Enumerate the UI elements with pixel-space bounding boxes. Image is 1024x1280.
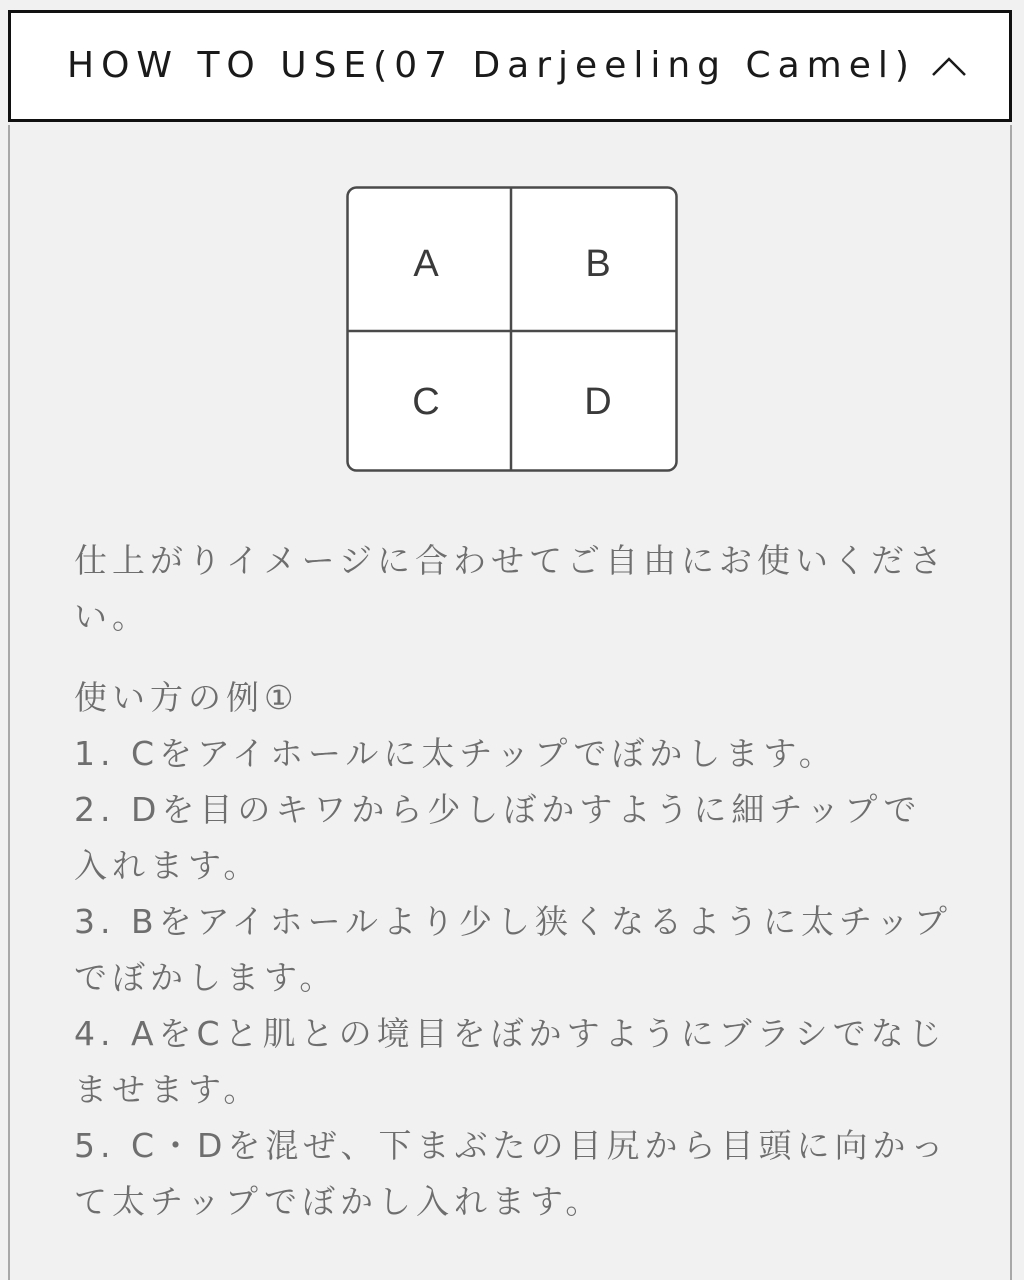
usage-example: [74, 670, 954, 1230]
cell-label-b: B: [585, 243, 611, 285]
step-1: 1. Cをアイホールに太チップでぼかします。: [74, 734, 837, 773]
accordion-title: HOW TO USE(07 Darjeeling Camel): [67, 45, 916, 86]
step-4: 4. AをCと肌との境目をぼかすようにブラシでなじませます。: [74, 1014, 947, 1109]
step-3: 3. Bをアイホールより少し狭くなるように太チップでぼかします。: [74, 902, 952, 997]
intro-text: 仕上がりイメージに合わせてご自由にお使いください。: [74, 541, 948, 636]
example-title: 使い方の例①: [74, 678, 299, 717]
accordion-header[interactable]: [8, 10, 1012, 122]
chevron-up-icon[interactable]: [929, 47, 969, 87]
cell-label-c: C: [412, 381, 440, 423]
cell-label-a: A: [413, 243, 439, 285]
step-2: 2. Dを目のキワから少しぼかすように細チップで入れます。: [74, 790, 922, 885]
step-5: 5. C・Dを混ぜ、下まぶたの目尻から目頭に向かって太チップでぼかし入れます。: [74, 1126, 949, 1221]
cell-label-d: D: [584, 381, 612, 423]
palette-layout-diagram: [346, 186, 678, 472]
